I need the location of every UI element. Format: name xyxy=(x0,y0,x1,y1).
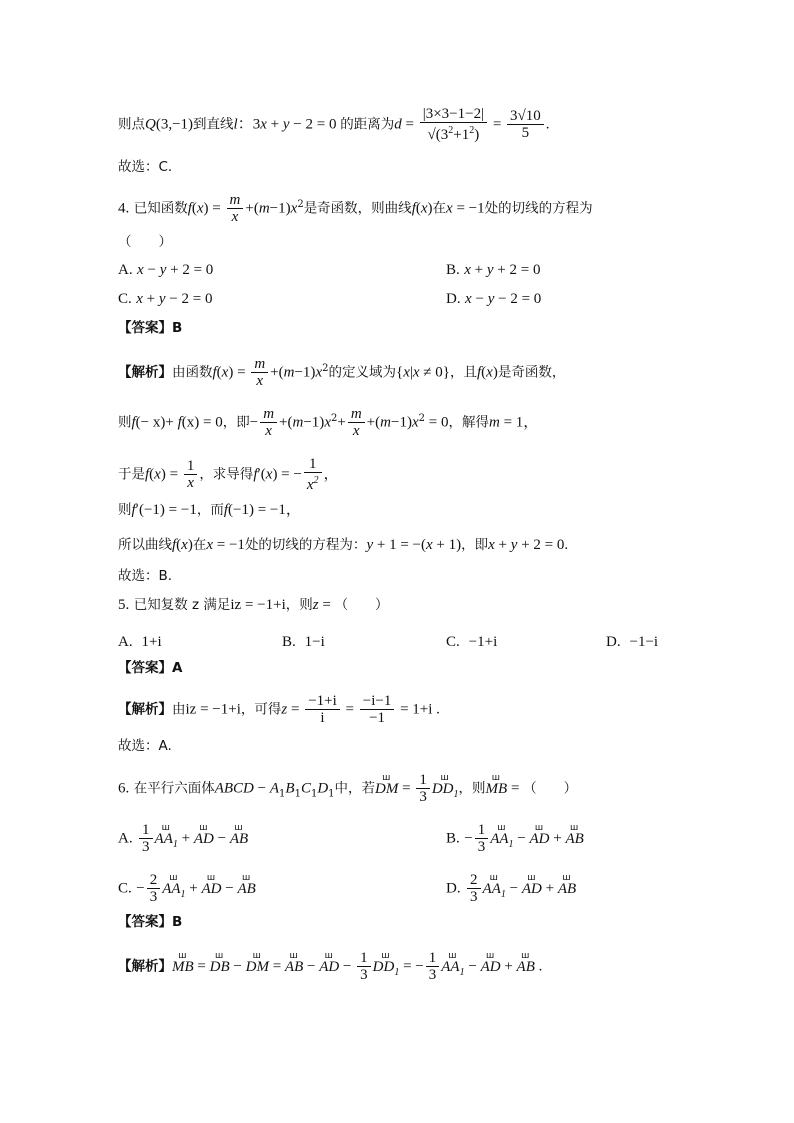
choice-a-line: 故选：A. xyxy=(118,738,172,754)
fraction: $\frac{m}{x}$ xyxy=(348,406,365,439)
fraction: $\frac{m}{x}$ xyxy=(227,192,244,225)
fraction: $\frac{-i-1}{-1}$ xyxy=(360,693,395,726)
analysis-4: 则f′(−1) = −1，而f(−1) = −1， xyxy=(118,502,301,518)
paren: （ ） xyxy=(118,234,172,250)
fraction: $\frac{1}{x}$ xyxy=(184,458,198,491)
option-c: C. − $\frac{2}{3}$ ш $AA_1 + ш$ AD − ш AB xyxy=(118,872,256,905)
math: ) xyxy=(427,200,433,217)
text: 到直线 xyxy=(193,116,234,133)
text: 处的切线的方程为 xyxy=(484,200,593,217)
text: 于是 xyxy=(118,466,145,483)
fraction: $\frac{1}{x^2}$ xyxy=(304,456,322,493)
text: 由 xyxy=(172,701,186,718)
text: ，而 xyxy=(196,502,224,518)
text: 中，若 xyxy=(334,780,376,797)
answer: 【答案】B xyxy=(118,320,183,336)
option-b: B. 1−i xyxy=(282,634,325,650)
analysis-1: 【解析】由函数f(x) = $\frac{m}{x}$ $+(m-1)x^2$的定义域为{x|x ≠ 0}，且f(x)是奇函数， xyxy=(118,356,566,389)
analysis-6: 【解析】由iz = −1+i，可得z = $\frac{-1+i}{i}$ = $\frac{-i-1}{-1}$ = 1+i . xyxy=(118,693,440,726)
option-a: A. 1+i xyxy=(118,634,162,650)
math: . xyxy=(545,116,550,133)
distance-line xyxy=(118,106,550,143)
math: (3,−1) xyxy=(155,116,194,133)
text: ，求导得 xyxy=(199,466,254,483)
text: 已知函数 xyxy=(133,200,188,217)
text: 的距离为 xyxy=(340,116,395,133)
text: 是奇函数， xyxy=(497,364,566,381)
math: x xyxy=(290,200,298,217)
text: ，可得 xyxy=(240,701,282,718)
math: d xyxy=(394,116,402,133)
text: 则 xyxy=(118,502,132,518)
option-d: D. x − y − 2 = 0 xyxy=(446,291,542,307)
math: x xyxy=(420,200,428,217)
answer: 【答案】B xyxy=(118,914,183,930)
option-a: A. x − y + 2 = 0 xyxy=(118,262,214,278)
choice-c-line: 故选：C. xyxy=(118,159,173,175)
text: 处的切线的方程为： xyxy=(244,537,367,553)
text: ，且 xyxy=(449,364,477,381)
text: 在 xyxy=(432,200,447,217)
math: = xyxy=(401,116,418,133)
math: = −1 xyxy=(452,200,485,217)
question-6: 6. 在平行六面体ABCD − $A_1B_1C_1D_1$中，若ш DM = $\frac{1}{3}$ ш $DD_1$，则ш MB = （ ） xyxy=(118,772,577,805)
analysis-2: 则f(− x)+ f(x) = 0，即− $\frac{m}{x}$ $+(m-1)x^2+$ $\frac{m}{x}$ $+(m-1)x^2 = 0$，解得m = 1， xyxy=(118,406,539,439)
answer: 【答案】A xyxy=(118,660,183,676)
math: ：3 xyxy=(237,116,261,133)
analysis-label: 【解析】 xyxy=(118,364,172,381)
math: − 2 = 0 xyxy=(289,116,341,133)
question-4: 4. 已知函数f(x) = $\frac{m}{x}$ $+(m-1)x^2$是奇函数，则曲线f(x)在x = −1处的切线的方程为 xyxy=(118,192,593,225)
text: 所以曲线 xyxy=(118,537,172,553)
option-b: B. x + y + 2 = 0 xyxy=(446,262,541,278)
math: x xyxy=(196,200,204,217)
text: 在平行六面体 xyxy=(133,780,215,797)
choice-b-line: 故选：B. xyxy=(118,568,173,584)
math: l xyxy=(233,116,238,133)
analysis-5: 所以曲线f(x)在x = −1处的切线的方程为：y + 1 = −(x + 1)，即x + y + 2 = 0. xyxy=(118,537,569,553)
math: x xyxy=(260,116,267,133)
text: ，即 xyxy=(222,414,250,431)
text: 由函数 xyxy=(172,364,213,381)
text: 是奇函数，则曲线 xyxy=(303,200,412,217)
analysis-label: 【解析】 xyxy=(118,701,172,718)
math: Q xyxy=(145,116,156,133)
text: 已知复数 z 满足 xyxy=(133,597,231,613)
fraction: $\frac{|3\times 3-1-2|}{√(3^2+1^2)}$ xyxy=(420,106,487,143)
text: ，解得 xyxy=(448,414,489,431)
option-d: D. $\frac{2}{3}$ ш $AA_1 - ш$ AD + ш AB xyxy=(446,872,576,905)
text: ，则 xyxy=(285,597,313,613)
math: = xyxy=(489,116,506,133)
math: f xyxy=(411,200,416,217)
text: 则点 xyxy=(118,116,145,133)
question-number: 5. xyxy=(118,597,130,613)
option-d: D. −1−i xyxy=(606,634,659,650)
fraction: $\frac{m}{x}$ xyxy=(251,356,268,389)
question-number: 6. xyxy=(118,780,130,797)
math: ) = xyxy=(203,200,225,217)
option-b: B. − $\frac{1}{3}$ ш $AA_1 - ш$ AD + ш AB xyxy=(446,822,584,855)
math: +( xyxy=(245,200,259,217)
math: x xyxy=(446,200,453,217)
math: ( xyxy=(191,200,197,217)
text: （ ） xyxy=(523,780,578,797)
analysis-label: 【解析】 xyxy=(118,958,172,975)
text: （ ） xyxy=(334,597,389,613)
text: 则 xyxy=(118,414,132,431)
analysis-3: 于是f(x) = $\frac{1}{x}$ ，求导得f′(x) = − $\frac{1}{x^2}$ ， xyxy=(118,456,339,493)
text: ，则 xyxy=(458,780,486,797)
fraction: $\frac{3√10}{5}$ xyxy=(507,108,544,141)
analysis-7: 【解析】ш MB = ш DB − ш DM = ш AB − ш AD − $\frac{1}{3}$ ш $DD_1$ = − $\frac{1}{3}$ ш $AA_1 - ш$ AD + ш AB . xyxy=(118,950,542,983)
fraction: $\frac{1}{3}$ xyxy=(416,772,430,805)
math: f xyxy=(187,200,192,217)
option-c: C. x + y − 2 = 0 xyxy=(118,291,213,307)
math: y xyxy=(282,116,290,133)
option-a: A. $\frac{1}{3}$ ш $AA_1 + ш$ AD − ш AB xyxy=(118,822,248,855)
text: 的定义域为 xyxy=(328,364,396,381)
math: m xyxy=(258,200,270,217)
fraction: $\frac{m}{x}$ xyxy=(260,406,277,439)
question-5: 5. 已知复数 z 满足iz = −1+i，则z = （ ） xyxy=(118,597,389,613)
option-c: C. −1+i xyxy=(446,634,498,650)
math: + xyxy=(266,116,283,133)
fraction: $\frac{-1+i}{i}$ xyxy=(305,693,340,726)
math: ( xyxy=(415,200,421,217)
math: −1) xyxy=(269,200,291,217)
text: 在 xyxy=(192,537,207,553)
text: ，即 xyxy=(461,537,489,553)
question-number: 4. xyxy=(118,200,130,217)
